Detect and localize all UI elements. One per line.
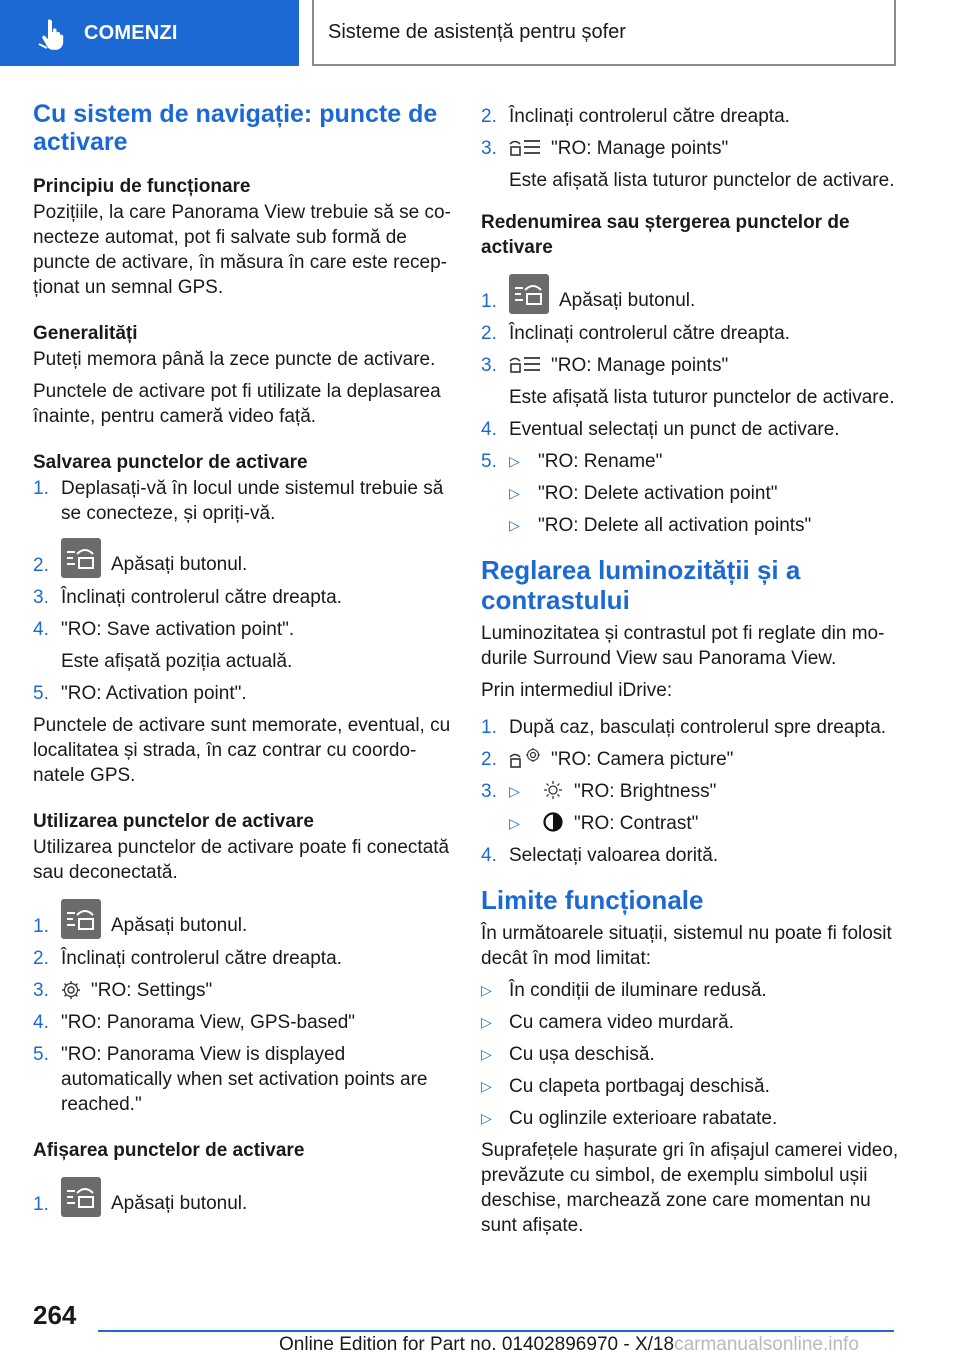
section-tab-label: Sisteme de asistență pentru șofer — [328, 20, 626, 43]
step-note: Este afișată lista tuturor punctelor de activare. — [509, 387, 895, 408]
list-item: ▷ "RO: Delete activation point" — [509, 483, 778, 504]
limits-after-text: Suprafețele hașurate gri în afișajul camerei video, prevăzute cu simbol, de exemplu simbolul ușii deschise, marchează zone care momentan nu sunt afișate. — [481, 1140, 899, 1236]
list-item: 4. Eventual selectați un punct de activare. — [481, 419, 840, 440]
principle-heading: Principiu de funcționare — [33, 176, 251, 197]
list-item: 2. Apăsați butonul. — [33, 538, 453, 578]
list-item: 3. Înclinați controlerul către dreapta. — [33, 587, 342, 608]
idrive-text: Prin intermediul iDrive: — [481, 680, 673, 701]
save-heading: Salvarea punctelor de activare — [33, 452, 308, 473]
triangle-bullet-icon: ▷ — [481, 1110, 492, 1126]
list-item: 1. Apăsați butonul. — [481, 274, 911, 314]
list-item: ▷ În condiții de iluminare redusă. — [481, 980, 767, 1001]
list-item: 2. "RO: Camera picture" — [481, 749, 734, 770]
section-title-activation-points: Cu sistem de navigație: puncte de activare — [33, 100, 438, 156]
triangle-bullet-icon: ▷ — [481, 1078, 492, 1094]
list-item: 4. "RO: Panorama View, GPS-based" — [33, 1012, 356, 1033]
step-note: Este afișată poziția actuală. — [61, 651, 293, 672]
use-heading: Utilizarea punctelor de activare — [33, 811, 314, 832]
list-item: 2. Înclinați controlerul către dreapta. — [33, 948, 342, 969]
list-item: 5. "RO: Activation point". — [33, 683, 247, 704]
triangle-bullet-icon: ▷ — [481, 1046, 492, 1062]
triangle-bullet-icon: ▷ — [481, 1014, 492, 1030]
activation-points-button-icon — [61, 538, 101, 578]
general-text-1: Puteți memora până la zece puncte de activare. — [33, 349, 436, 370]
use-text: Utilizarea punctelor de activare poate fi conectată sau deconectată. — [33, 837, 450, 883]
gear-icon — [61, 980, 81, 1000]
list-item: ▷ Cu clapeta portbagaj deschisă. — [481, 1076, 770, 1097]
contrast-icon — [542, 811, 564, 833]
chapter-tab[interactable] — [0, 0, 299, 66]
brightness-icon — [542, 779, 564, 801]
triangle-bullet-icon: ▷ — [509, 815, 520, 831]
list-item: ▷ Cu oglinzile exterioare rabatate. — [481, 1108, 778, 1129]
list-item: 3. "RO: Manage points" — [481, 355, 729, 376]
activation-points-button-icon — [61, 899, 101, 939]
list-item: ▷ Cu camera video murdară. — [481, 1012, 734, 1033]
right-column — [481, 104, 911, 1245]
camera-settings-icon — [509, 747, 541, 769]
list-item: 1. După caz, basculați controlerul spre dreapta. — [481, 717, 887, 738]
brightness-text: Luminozitatea și contrastul pot fi reglate din modurile Surround View sau Panorama View. — [481, 623, 885, 669]
rename-heading: Redenumirea sau ștergerea punctelor de activare — [481, 212, 850, 258]
list-item: 4. "RO: Save activation point". — [33, 619, 295, 640]
general-text-2: Punctele de activare pot fi utilizate la deplasarea înainte, pentru cameră video față. — [33, 381, 441, 427]
list-item: 3. ▷ "RO: Brightness" — [481, 781, 717, 802]
triangle-bullet-icon: ▷ — [509, 485, 520, 501]
footer-divider — [98, 1330, 894, 1332]
list-item: 3. "RO: Settings" — [33, 980, 213, 1001]
step-note: Este afișată lista tuturor punctelor de activare. — [509, 170, 895, 191]
activation-points-button-icon — [509, 274, 549, 314]
limits-text: În următoarele situații, sistemul nu poate fi folosit decât în mod limitat: — [481, 923, 892, 969]
list-item: ▷ "RO: Delete all activation points" — [509, 515, 812, 536]
activation-points-button-icon — [61, 1177, 101, 1217]
section-title-limits: Limite funcționale — [481, 885, 704, 915]
triangle-bullet-icon: ▷ — [509, 517, 520, 533]
list-item: 1. Deplasați-vă în locul unde sistemul trebuie să se conecteze, și opriți-vă. — [33, 478, 444, 524]
triangle-bullet-icon: ▷ — [481, 982, 492, 998]
watermark: carmanualsonline.info — [674, 1334, 859, 1355]
list-item: 3. "RO: Manage points" — [481, 138, 729, 159]
camera-list-icon — [509, 355, 541, 375]
triangle-bullet-icon: ▷ — [509, 783, 520, 799]
camera-list-icon — [509, 138, 541, 158]
list-item: 4. Selectați valoarea dorită. — [481, 845, 719, 866]
list-item: 5. "RO: Panorama View is displayed automatically when set activation points are reached." — [33, 1044, 428, 1115]
principle-text: Pozițiile, la care Panorama View trebuie să se conecteze automat, pot fi salvate sub formă de puncte de activare, în măsura în care este recepționat un semnal GPS. — [33, 202, 451, 298]
footer-edition: Online Edition for Part no. 01402896970 - X/18carmanualsonline.info — [279, 1334, 859, 1355]
list-item: 5. ▷ "RO: Rename" — [481, 451, 663, 472]
save-after-text: Punctele de activare sunt memorate, eventual, cu localitatea și strada, în caz contrar cu coordonatele GPS. — [33, 715, 451, 786]
left-column — [33, 100, 453, 1224]
list-item: ▷ "RO: Contrast" — [509, 813, 699, 834]
section-title-brightness: Reglarea luminozității și a contrastului — [481, 555, 801, 615]
list-item: 2. Înclinați controlerul către dreapta. — [481, 106, 790, 127]
chapter-tab-label: COMENZI — [84, 21, 178, 44]
show-heading: Afișarea punctelor de activare — [33, 1140, 305, 1161]
hand-pointer-icon — [36, 16, 70, 50]
general-heading: Generalități — [33, 323, 138, 344]
list-item: 1. Apăsați butonul. — [33, 899, 453, 939]
page-number: 264 — [33, 1300, 77, 1330]
list-item: ▷ Cu ușa deschisă. — [481, 1044, 655, 1065]
triangle-bullet-icon: ▷ — [509, 453, 520, 469]
list-item: 2. Înclinați controlerul către dreapta. — [481, 323, 790, 344]
section-tab — [312, 0, 896, 66]
list-item: 1. Apăsați butonul. — [33, 1177, 453, 1217]
